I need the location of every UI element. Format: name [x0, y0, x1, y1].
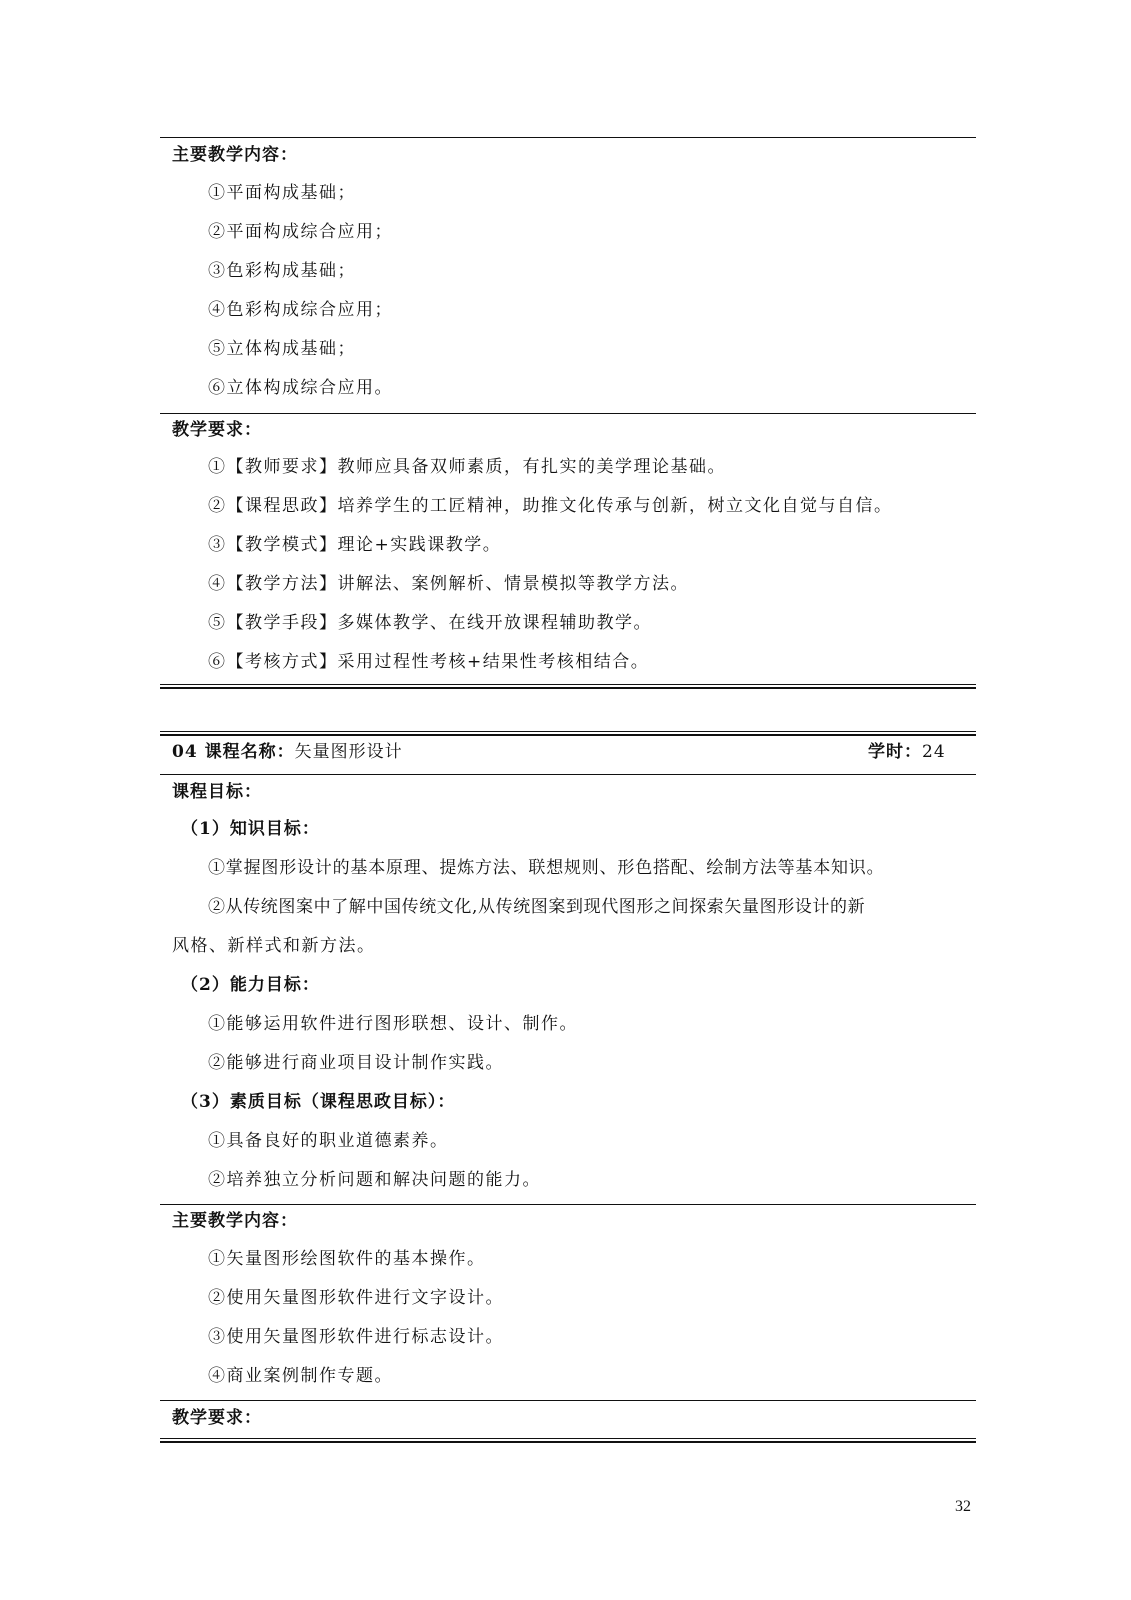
quality-objective-item: ①具备良好的职业道德素养。: [208, 1131, 449, 1151]
course-objectives-heading: 课程目标：: [172, 782, 262, 802]
course-title-row: [172, 741, 403, 763]
knowledge-objective-item: ①掌握图形设计的基本原理、提炼方法、联想规则、形色搭配、绘制方法等基本知识。: [208, 858, 885, 878]
teaching-requirement-item: ⑤【教学手段】多媒体教学、在线开放课程辅助教学。: [208, 613, 652, 633]
page-number: 32: [955, 1498, 971, 1515]
section-end-rule: [160, 1438, 976, 1443]
ability-objective-item: ①能够运用软件进行图形联想、设计、制作。: [208, 1014, 578, 1034]
top-rule: [160, 137, 976, 138]
quality-objective-item: ②培养独立分析问题和解决问题的能力。: [208, 1170, 541, 1190]
hours-value: 24: [922, 742, 946, 762]
teaching-content-item: ④商业案例制作专题。: [208, 1366, 393, 1386]
section-divider: [160, 413, 976, 414]
teaching-requirements-heading: 教学要求：: [172, 420, 262, 440]
teaching-requirement-item: ①【教师要求】教师应具备双师素质，有扎实的美学理论基础。: [208, 457, 726, 477]
teaching-content-item: ③色彩构成基础；: [208, 261, 356, 281]
teaching-requirement-item: ③【教学模式】理论+实践课教学。: [208, 535, 502, 555]
knowledge-objective-item: ②从传统图案中了解中国传统文化,从传统图案到现代图形之间探索矢量图形设计的新: [208, 897, 866, 917]
teaching-requirement-item: ⑥【考核方式】采用过程性考核+结果性考核相结合。: [208, 652, 650, 672]
teaching-content-item: ②使用矢量图形软件进行文字设计。: [208, 1288, 504, 1308]
section-start-rule: [160, 731, 976, 736]
teaching-content-item: ①平面构成基础；: [208, 183, 356, 203]
ability-objective-item: ②能够进行商业项目设计制作实践。: [208, 1053, 504, 1073]
teaching-requirement-item: ②【课程思政】培养学生的工匠精神，助推文化传承与创新，树立文化自觉与自信。: [208, 496, 893, 516]
teaching-content-item: ③使用矢量图形软件进行标志设计。: [208, 1327, 504, 1347]
knowledge-objectives-heading: （1）知识目标：: [181, 819, 320, 839]
teaching-content-heading: 主要教学内容：: [172, 145, 298, 165]
teaching-content-item: ⑤立体构成基础；: [208, 339, 356, 359]
teaching-content-item: ④色彩构成综合应用；: [208, 300, 393, 320]
teaching-content-item: ⑥立体构成综合应用。: [208, 378, 393, 398]
hours-label: 学时：: [868, 742, 922, 762]
section-end-rule: [160, 684, 976, 689]
ability-objectives-heading: （2）能力目标：: [181, 975, 320, 995]
section-divider: [160, 1204, 976, 1205]
knowledge-objective-continuation: 风格、新样式和新方法。: [172, 936, 376, 956]
section-divider: [160, 774, 976, 775]
course-name-label: 04 课程名称：: [172, 742, 295, 762]
teaching-content-item: ①矢量图形绘图软件的基本操作。: [208, 1249, 486, 1269]
section-divider: [160, 1400, 976, 1401]
course-name: 矢量图形设计: [294, 742, 403, 762]
course-hours: [868, 741, 946, 763]
teaching-requirements-heading: 教学要求：: [172, 1408, 262, 1428]
teaching-content-heading: 主要教学内容：: [172, 1211, 298, 1231]
quality-objectives-heading: （3）素质目标（课程思政目标）：: [181, 1092, 456, 1112]
teaching-requirement-item: ④【教学方法】讲解法、案例解析、情景模拟等教学方法。: [208, 574, 689, 594]
teaching-content-item: ②平面构成综合应用；: [208, 222, 393, 242]
